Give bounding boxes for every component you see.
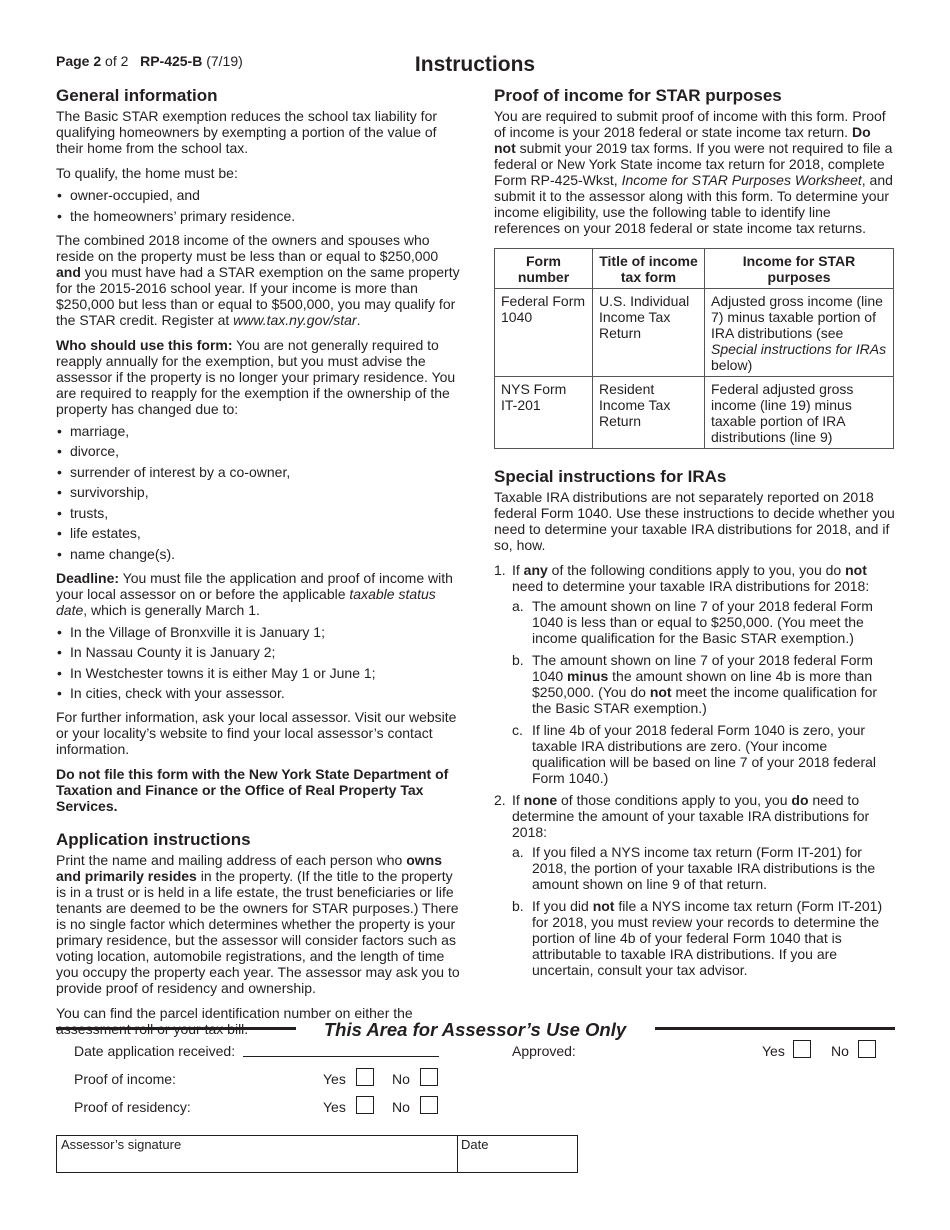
- sub-label: c.: [512, 722, 523, 738]
- deadline-text-2: , which is generally March 1.: [83, 601, 260, 618]
- table-cell: Resident Income Tax Return: [593, 377, 705, 449]
- table-cell: Federal Form 1040: [495, 289, 593, 377]
- who-label: Who should use this form:: [56, 336, 233, 353]
- star-url: www.tax.ny.gov/star: [233, 311, 357, 328]
- application-heading: Application instructions: [56, 830, 251, 849]
- application-paragraph: [56, 852, 460, 996]
- sub-text: If you filed a NYS income tax return (Form IT-201) for 2018, the portion of your taxable IRA distributions is the amount shown on line 9 of that return.: [532, 844, 876, 892]
- item-text: need to determine your taxable IRA distributions for 2018:: [512, 578, 870, 594]
- sub-text: If line 4b of your 2018 federal Form 1040 is zero, your taxable IRA distributions are zero. (Your income qualification will be based on line 7 of your 2018 federal Form 1040.): [532, 722, 877, 786]
- income-and: and: [56, 263, 81, 280]
- item-bold: none: [523, 792, 558, 808]
- approved-no-checkbox[interactable]: [858, 1040, 876, 1058]
- item-bold: do: [791, 792, 809, 808]
- sub-item: [512, 844, 896, 892]
- approved-yes-label: Yes: [762, 1043, 785, 1059]
- proof-do-not: Do not: [494, 124, 871, 156]
- app-text-1: Print the name and mailing address of each person who: [56, 852, 407, 868]
- signature-box: [56, 1135, 578, 1173]
- page-title: Instructions: [414, 53, 536, 76]
- list-item: • In Nassau County it is January 2;: [56, 644, 460, 660]
- approved-yes-checkbox[interactable]: [793, 1040, 811, 1058]
- proof-residency-label: Proof of residency:: [74, 1099, 191, 1115]
- list-item: • the homeowners’ primary residence.: [56, 208, 460, 224]
- assessor-area-title: This Area for Assessor’s Use Only: [323, 1019, 627, 1040]
- signature-label: Assessor’s signature: [61, 1137, 182, 1152]
- proof-text-2: submit your 2019 tax forms. If you were not required to file a federal or New York State income tax return for 2018, complete Form RP-425-Wkst,: [494, 140, 893, 188]
- sub-text: meet the income qualification for the Basic STAR exemption.): [532, 684, 878, 716]
- proof-text-3: , and submit it to the assessor along with this form. To determine your income eligibility, use the following table to identify line references on your 2018 federal or state income tax returns.: [494, 172, 893, 236]
- income-text-2: you must have had a STAR exemption on the same property for the 2015-2016 school year. If your income is more than $250,000 but less than or equal to $500,000, you may qualify for the STAR credit. Register at: [56, 263, 460, 328]
- sub-text: The amount shown on line 7 of your 2018 federal Form 1040: [532, 652, 873, 684]
- list-item: • life estates,: [56, 525, 460, 541]
- table-cell: NYS Form IT-201: [495, 377, 593, 449]
- left-column: [56, 86, 460, 1046]
- cell-text-1: Adjusted gross income (line 7) minus taxable portion of IRA distributions (see: [711, 293, 883, 341]
- deadline-label: Deadline:: [56, 569, 120, 586]
- signature-divider: [457, 1136, 458, 1172]
- proof-residency-no-label: No: [392, 1099, 410, 1115]
- app-text-bold: owns and primarily resides: [56, 852, 442, 884]
- ira-heading: Special instructions for IRAs: [494, 467, 727, 486]
- sub-label: a.: [512, 598, 524, 614]
- item-text: of the following conditions apply to you, you do: [547, 562, 846, 578]
- proof-income-label: Proof of income:: [74, 1071, 176, 1087]
- who-paragraph: [56, 337, 460, 417]
- form-date: (7/19): [206, 53, 243, 69]
- sub-label: b.: [512, 652, 524, 668]
- cell-emphasis: Special instructions for IRAs: [711, 341, 887, 357]
- further-info: For further information, ask your local assessor. Visit our website or your locality’s website to find your local assessor’s contact information.: [56, 709, 457, 757]
- table-cell: Federal adjusted gross income (line 19) minus taxable portion of IRA distributions (line 9): [705, 377, 894, 449]
- table-row: [495, 289, 894, 377]
- sub-label: a.: [512, 844, 524, 860]
- page-number: 2: [93, 53, 102, 69]
- sub-bold: not: [649, 684, 672, 700]
- sub-text: file a NYS income tax return (Form IT-201) for 2018, you must review your records to determine the portion of line 4b of your federal Form 1040 that is attributable to taxable IRA distributions. If you are uncertain, consult your tax advisor.: [532, 898, 883, 978]
- income-text-1: The combined 2018 income of the owners and spouses who reside on the property must be less than or equal to $250,000: [56, 231, 439, 264]
- general-intro: The Basic STAR exemption reduces the school tax liability for qualifying homeowners by exempting a portion of the value of their home from the school tax.: [56, 108, 438, 156]
- ira-intro: Taxable IRA distributions are not separately reported on 2018 federal Form 1040. Use these instructions to decide whether you need to determine your taxable IRA distributions for 2018, and if so, how.: [494, 489, 895, 553]
- parcel-id-paragraph: You can find the parcel identification number on either the: [56, 1005, 413, 1021]
- approved-label: Approved:: [512, 1043, 576, 1059]
- right-column: [494, 86, 896, 984]
- proof-residency-yes-checkbox[interactable]: [356, 1096, 374, 1114]
- proof-income-no-checkbox[interactable]: [420, 1068, 438, 1086]
- proof-heading: Proof of income for STAR purposes: [494, 86, 782, 105]
- page-total: of 2: [101, 53, 129, 69]
- page-prefix: Page: [56, 53, 94, 69]
- sub-item: [512, 722, 896, 786]
- item-number: 2.: [494, 792, 506, 808]
- item-text: If: [512, 792, 524, 808]
- list-item: • name change(s).: [56, 546, 460, 562]
- proof-income-no-label: No: [392, 1071, 410, 1087]
- income-end: .: [356, 311, 361, 328]
- sub-label: b.: [512, 898, 524, 914]
- do-not-file-notice: [56, 766, 460, 814]
- approved-no-label: No: [831, 1043, 849, 1059]
- sub-bold: minus: [567, 668, 609, 684]
- qualify-list: [56, 187, 460, 224]
- table-header: Income for STAR purposes: [705, 249, 894, 289]
- proof-residency-no-checkbox[interactable]: [420, 1096, 438, 1114]
- sub-list: [512, 844, 896, 978]
- proof-text-1: You are required to submit proof of income with this form. Proof of income is your 2018 federal or state income tax return.: [494, 108, 886, 140]
- form-id: RP-425-B: [140, 53, 203, 69]
- list-item: • trusts,: [56, 505, 460, 521]
- income-table: [494, 248, 894, 449]
- ira-instructions-list: [494, 562, 896, 978]
- table-header: Title of income tax form: [593, 249, 705, 289]
- item-number: 1.: [494, 562, 506, 578]
- general-heading: General information: [56, 86, 218, 105]
- list-item: • divorce,: [56, 443, 460, 459]
- date-received-field[interactable]: [243, 1056, 439, 1057]
- worksheet-title: Income for STAR Purposes Worksheet: [621, 172, 862, 188]
- deadline-text-1: You must file the application and proof of income with your local assessor on or before the applicable: [56, 569, 453, 602]
- sub-text: If you did: [532, 898, 593, 914]
- proof-residency-yes-label: Yes: [323, 1099, 346, 1115]
- assessor-rule-right: [655, 1027, 895, 1030]
- deadline-emphasis: taxable status date: [56, 585, 436, 618]
- list-item: • surrender of interest by a co-owner,: [56, 464, 460, 480]
- list-item: [494, 562, 896, 786]
- deadline-list: [56, 624, 460, 702]
- sub-text: the amount shown on line 4b is more than $250,000. (You do: [532, 668, 873, 700]
- item-bold: not: [845, 562, 867, 578]
- who-text: You are not generally required to reapply annually for the exemption, but you must advise the assessor if the property is no longer your primary residence. You are required to reapply for the exemption if the ownership of the property has changed due to:: [56, 336, 456, 417]
- date-received-label: Date application received:: [74, 1043, 236, 1059]
- sub-text: The amount shown on line 7 of your 2018 federal Form 1040 is less than or equal to $250,000. (You meet the income qualification for the Basic STAR exemption.): [532, 598, 873, 646]
- app-text-2: in the property. (If the title to the property is in a trust or is held in a life estate, the trust beneficiaries or life tenants are deemed to be the owners for STAR purposes.) There is no single factor which determines whether the property is your primary residence, but the assessor will consider factors such as voting location, automobile registrations, and the length of time you occupy the property each year. The assessor may ask you to provide proof of residency and ownership.: [56, 868, 460, 996]
- item-text: of those conditions apply to you, you: [557, 792, 792, 808]
- item-text: If: [512, 562, 524, 578]
- ownership-change-list: [56, 423, 460, 562]
- sub-list: [512, 598, 896, 786]
- table-cell: [705, 289, 894, 377]
- deadline-paragraph: [56, 570, 460, 618]
- proof-paragraph: [494, 108, 896, 236]
- list-item: • marriage,: [56, 423, 460, 439]
- sub-item: [512, 598, 896, 646]
- table-cell: U.S. Individual Income Tax Return: [593, 289, 705, 377]
- list-item: • In cities, check with your assessor.: [56, 685, 460, 701]
- table-header: Form number: [495, 249, 593, 289]
- sub-bold: not: [592, 898, 615, 914]
- assessor-rule-left: [56, 1027, 296, 1030]
- list-item: • In Westchester towns it is either May 1 or June 1;: [56, 665, 460, 681]
- item-bold: any: [523, 562, 548, 578]
- proof-income-yes-label: Yes: [323, 1071, 346, 1087]
- cell-text-2: below): [711, 357, 753, 373]
- do-not-file-text: Do not file this form with the New York State Department of Taxation and Finance or the Office of Real Property Tax Services.: [56, 766, 449, 814]
- list-item: [494, 792, 896, 978]
- list-item: • owner-occupied, and: [56, 187, 460, 203]
- sub-item: [512, 898, 896, 978]
- income-paragraph: [56, 232, 460, 328]
- qualify-text: To qualify, the home must be:: [56, 165, 238, 181]
- date-label: Date: [461, 1137, 489, 1152]
- list-item: • In the Village of Bronxville it is January 1;: [56, 624, 460, 640]
- list-item: • survivorship,: [56, 484, 460, 500]
- table-row: [495, 377, 894, 449]
- item-text: need to determine the amount of your taxable IRA distributions for 2018:: [512, 792, 870, 840]
- proof-income-yes-checkbox[interactable]: [356, 1068, 374, 1086]
- table-header-row: [495, 249, 894, 289]
- sub-item: [512, 652, 896, 716]
